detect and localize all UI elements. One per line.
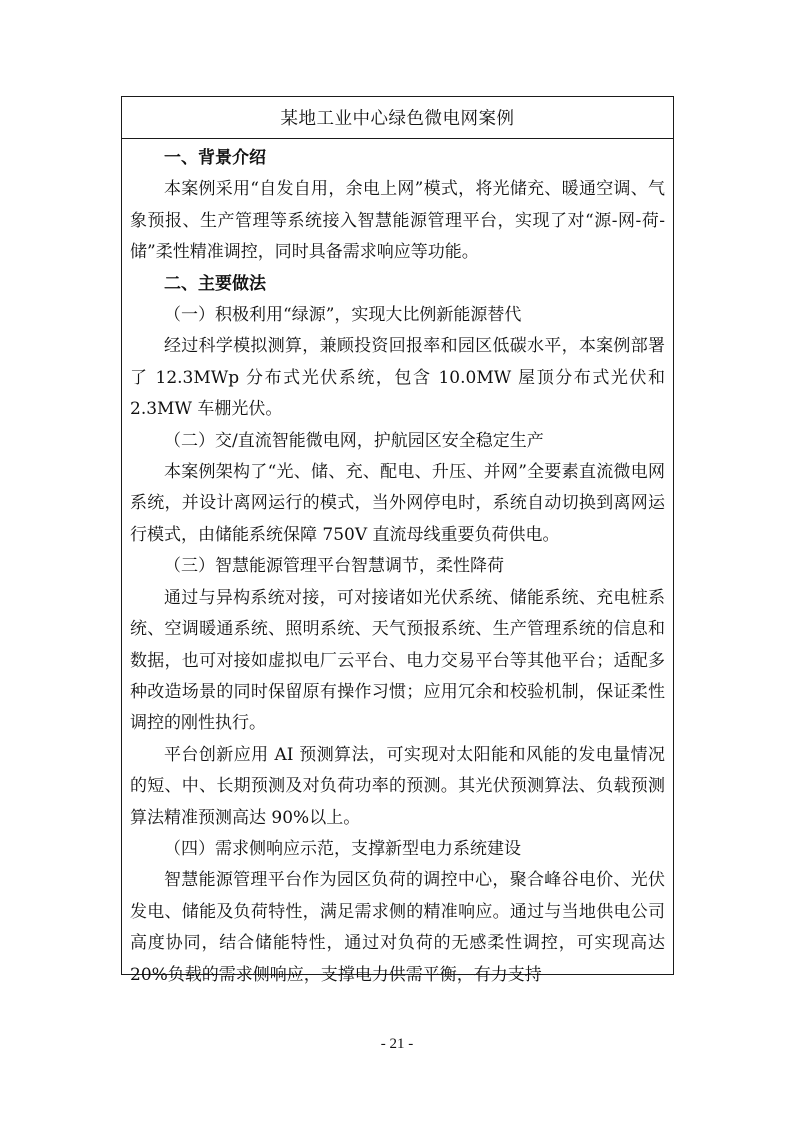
demand-response-paragraph: 智慧能源管理平台作为园区负荷的调控中心，聚合峰谷电价、光伏发电、储能及负荷特性，满足需求侧的精准响应。通过与当地供电公司高度协同，结合储能特性，通过对负荷的无感柔性调控，可实现高达 20%负载的需求侧响应，支撑电力供需平衡，有力支持 (130, 870, 665, 985)
subheading-energy-platform: （三）智慧能源管理平台智慧调节，柔性降荷 (164, 556, 504, 577)
subheading-green-source: （一）积极利用“绿源”，实现大比例新能源替代 (164, 305, 522, 326)
case-title: 某地工业中心绿色微电网案例 (122, 97, 673, 139)
section-heading-main-practices: 二、主要做法 (164, 273, 266, 294)
subheading-demand-response: （四）需求侧响应示范，支撑新型电力系统建设 (164, 838, 521, 859)
case-table (121, 96, 674, 985)
green-source-paragraph: 经过科学模拟测算，兼顾投资回报率和园区低碳水平，本案例部署了 12.3MWp 分布式光伏系统，包含 10.0MW 屋顶分布式光伏和 2.3MW 车棚光伏。 (130, 336, 665, 420)
microgrid-paragraph: 本案例架构了“光、储、充、配电、升压、并网”全要素直流微电网系统，并设计离网运行的模式，当外网停电时，系统自动切换到离网运行模式，由储能系统保障 750V 直流母线重要负荷供电。 (130, 462, 665, 545)
energy-platform-paragraph-1: 通过与异构系统对接，可对接诸如光伏系统、储能系统、充电桩系统、空调暖通系统、照明系统、天气预报系统、生产管理系统的信息和数据，也可对接如虚拟电厂云平台、电力交易平台等其他平台；适配多种改造场景的同时保留原有操作习惯；应用冗余和校验机制，保证柔性调控的刚性执行。 (130, 587, 665, 734)
case-content (122, 139, 673, 991)
background-paragraph: 本案例采用“自发自用，余电上网”模式，将光储充、暖通空调、气象预报、生产管理等系统接入智慧能源管理平台，实现了对“源-网-荷-储”柔性精准调控，同时具备需求响应等功能。 (130, 179, 665, 263)
section-heading-background: 一、背景介绍 (164, 148, 266, 168)
energy-platform-paragraph-2: 平台创新应用 AI 预测算法，可实现对太阳能和风能的发电量情况的短、中、长期预测及对负荷功率的预测。其光伏预测算法、负载预测算法精准预测高达 90%以上。 (130, 744, 665, 828)
page-number: - 21 - (380, 1036, 414, 1052)
subheading-microgrid: （二）交/直流智能微电网，护航园区安全稳定生产 (164, 430, 544, 451)
